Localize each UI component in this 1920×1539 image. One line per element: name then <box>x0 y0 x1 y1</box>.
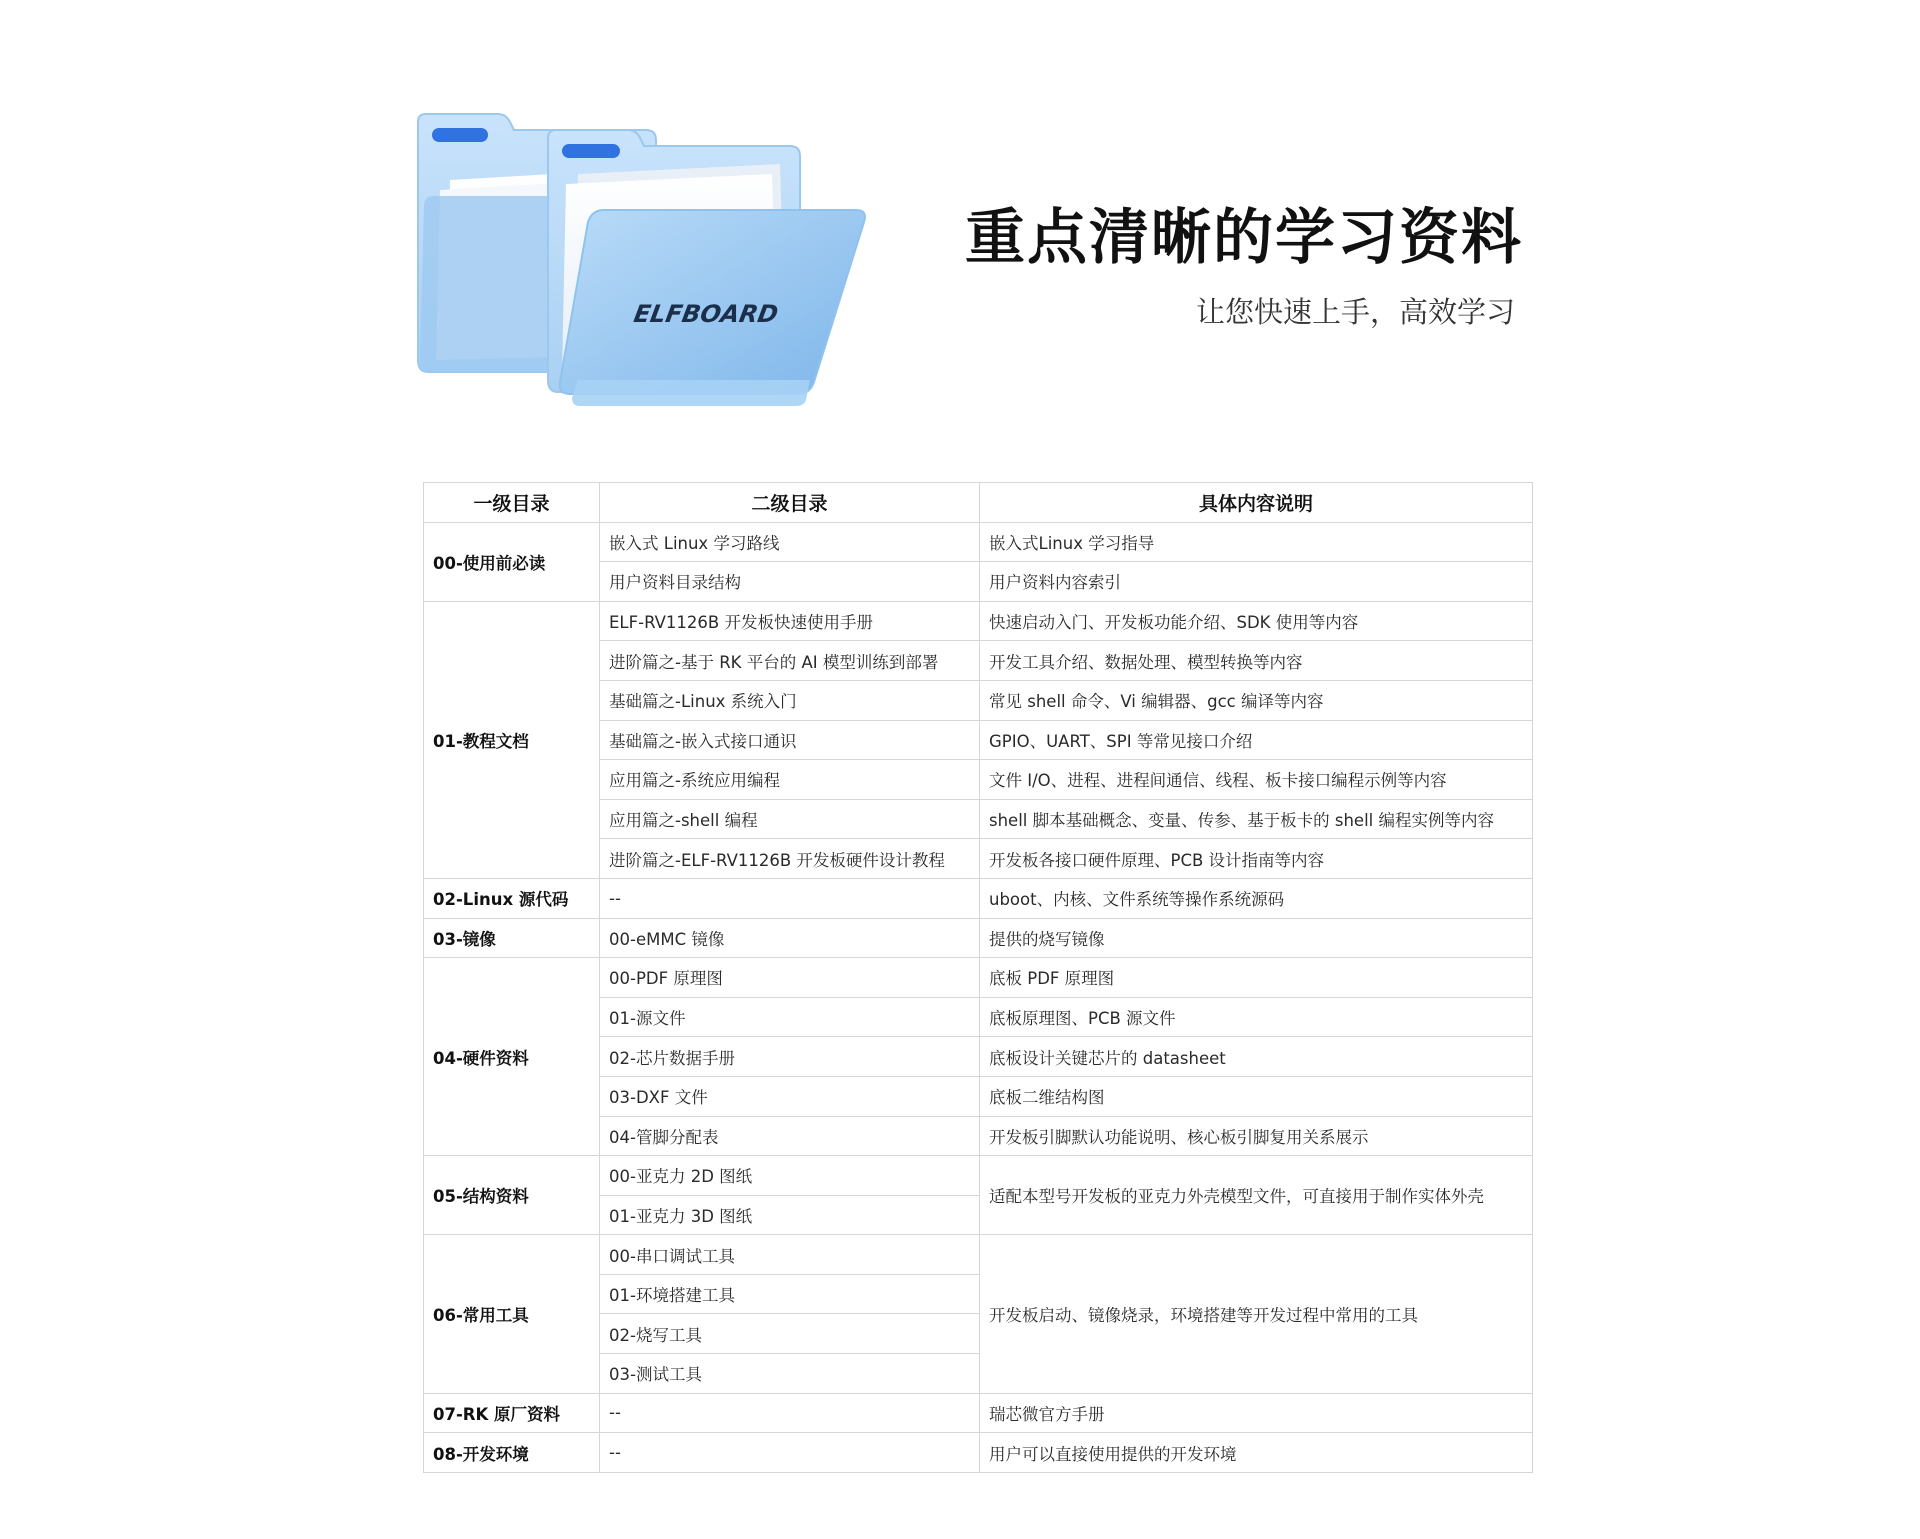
level2-cell: 00-亚克力 2D 图纸 <box>600 1156 980 1196</box>
level1-cell: 00-使用前必读 <box>424 522 600 601</box>
description-cell: 开发板启动、镜像烧录，环境搭建等开发过程中常用的工具 <box>980 1235 1533 1393</box>
description-cell: 提供的烧写镜像 <box>980 918 1533 958</box>
description-cell: 用户资料内容索引 <box>980 562 1533 602</box>
level2-cell: 进阶篇之-ELF-RV1126B 开发板硬件设计教程 <box>600 839 980 879</box>
table-row <box>424 1433 1533 1473</box>
table-header-row <box>424 483 1533 523</box>
table-row <box>424 958 1533 998</box>
description-cell: 用户可以直接使用提供的开发环境 <box>980 1433 1533 1473</box>
description-cell: 底板原理图、PCB 源文件 <box>980 997 1533 1037</box>
level2-cell: 02-烧写工具 <box>600 1314 980 1354</box>
description-cell: 快速启动入门、开发板功能介绍、SDK 使用等内容 <box>980 601 1533 641</box>
level2-cell: 01-环境搭建工具 <box>600 1274 980 1314</box>
level1-cell: 03-镜像 <box>424 918 600 958</box>
level1-cell: 05-结构资料 <box>424 1156 600 1235</box>
level2-cell: 01-源文件 <box>600 997 980 1037</box>
level2-cell: ELF-RV1126B 开发板快速使用手册 <box>600 601 980 641</box>
table-row <box>424 1156 1533 1196</box>
table-row <box>424 1393 1533 1433</box>
description-cell: GPIO、UART、SPI 等常见接口介绍 <box>980 720 1533 760</box>
level2-cell: 01-亚克力 3D 图纸 <box>600 1195 980 1235</box>
description-cell: 底板二维结构图 <box>980 1076 1533 1116</box>
description-cell: 文件 I/O、进程、进程间通信、线程、板卡接口编程示例等内容 <box>980 760 1533 800</box>
level1-cell: 07-RK 原厂资料 <box>424 1393 600 1433</box>
level2-cell: 应用篇之-shell 编程 <box>600 799 980 839</box>
level2-cell: -- <box>600 1433 980 1473</box>
description-cell: 底板 PDF 原理图 <box>980 958 1533 998</box>
description-cell: 底板设计关键芯片的 datasheet <box>980 1037 1533 1077</box>
page-subtitle: 让您快速上手，高效学习 <box>1195 295 1515 329</box>
description-cell: uboot、内核、文件系统等操作系统源码 <box>980 878 1533 918</box>
level1-cell: 08-开发环境 <box>424 1433 600 1473</box>
header-description: 具体内容说明 <box>980 483 1533 523</box>
table-row <box>424 878 1533 918</box>
level1-cell: 04-硬件资料 <box>424 958 600 1156</box>
hero-section <box>0 0 1920 440</box>
level2-cell: 00-eMMC 镜像 <box>600 918 980 958</box>
level2-cell: 应用篇之-系统应用编程 <box>600 760 980 800</box>
level2-cell: -- <box>600 1393 980 1433</box>
level1-cell: 02-Linux 源代码 <box>424 878 600 918</box>
level1-cell: 01-教程文档 <box>424 601 600 878</box>
folder-icon <box>410 110 870 410</box>
description-cell: 瑞芯微官方手册 <box>980 1393 1533 1433</box>
description-cell: 嵌入式Linux 学习指导 <box>980 522 1533 562</box>
level2-cell: 基础篇之-嵌入式接口通识 <box>600 720 980 760</box>
table-row <box>424 1235 1533 1275</box>
table-row <box>424 918 1533 958</box>
brand-logo-text: ELFBOARD <box>631 300 781 328</box>
header-level1: 一级目录 <box>424 483 600 523</box>
level2-cell: 用户资料目录结构 <box>600 562 980 602</box>
level2-cell: 03-DXF 文件 <box>600 1076 980 1116</box>
description-cell: 开发板各接口硬件原理、PCB 设计指南等内容 <box>980 839 1533 879</box>
level2-cell: 嵌入式 Linux 学习路线 <box>600 522 980 562</box>
level2-cell: 进阶篇之-基于 RK 平台的 AI 模型训练到部署 <box>600 641 980 681</box>
level2-cell: 02-芯片数据手册 <box>600 1037 980 1077</box>
level1-cell: 06-常用工具 <box>424 1235 600 1393</box>
table-row <box>424 601 1533 641</box>
description-cell: 常见 shell 命令、Vi 编辑器、gcc 编译等内容 <box>980 680 1533 720</box>
resource-directory-table <box>423 482 1533 1473</box>
level2-cell: 00-串口调试工具 <box>600 1235 980 1275</box>
page-title: 重点清晰的学习资料 <box>965 203 1523 273</box>
description-cell: shell 脚本基础概念、变量、传参、基于板卡的 shell 编程实例等内容 <box>980 799 1533 839</box>
table-row <box>424 522 1533 562</box>
level2-cell: 00-PDF 原理图 <box>600 958 980 998</box>
description-cell: 适配本型号开发板的亚克力外壳模型文件，可直接用于制作实体外壳 <box>980 1156 1533 1235</box>
description-cell: 开发工具介绍、数据处理、模型转换等内容 <box>980 641 1533 681</box>
header-level2: 二级目录 <box>600 483 980 523</box>
level2-cell: 03-测试工具 <box>600 1354 980 1394</box>
level2-cell: 基础篇之-Linux 系统入门 <box>600 680 980 720</box>
level2-cell: -- <box>600 878 980 918</box>
description-cell: 开发板引脚默认功能说明、核心板引脚复用关系展示 <box>980 1116 1533 1156</box>
level2-cell: 04-管脚分配表 <box>600 1116 980 1156</box>
